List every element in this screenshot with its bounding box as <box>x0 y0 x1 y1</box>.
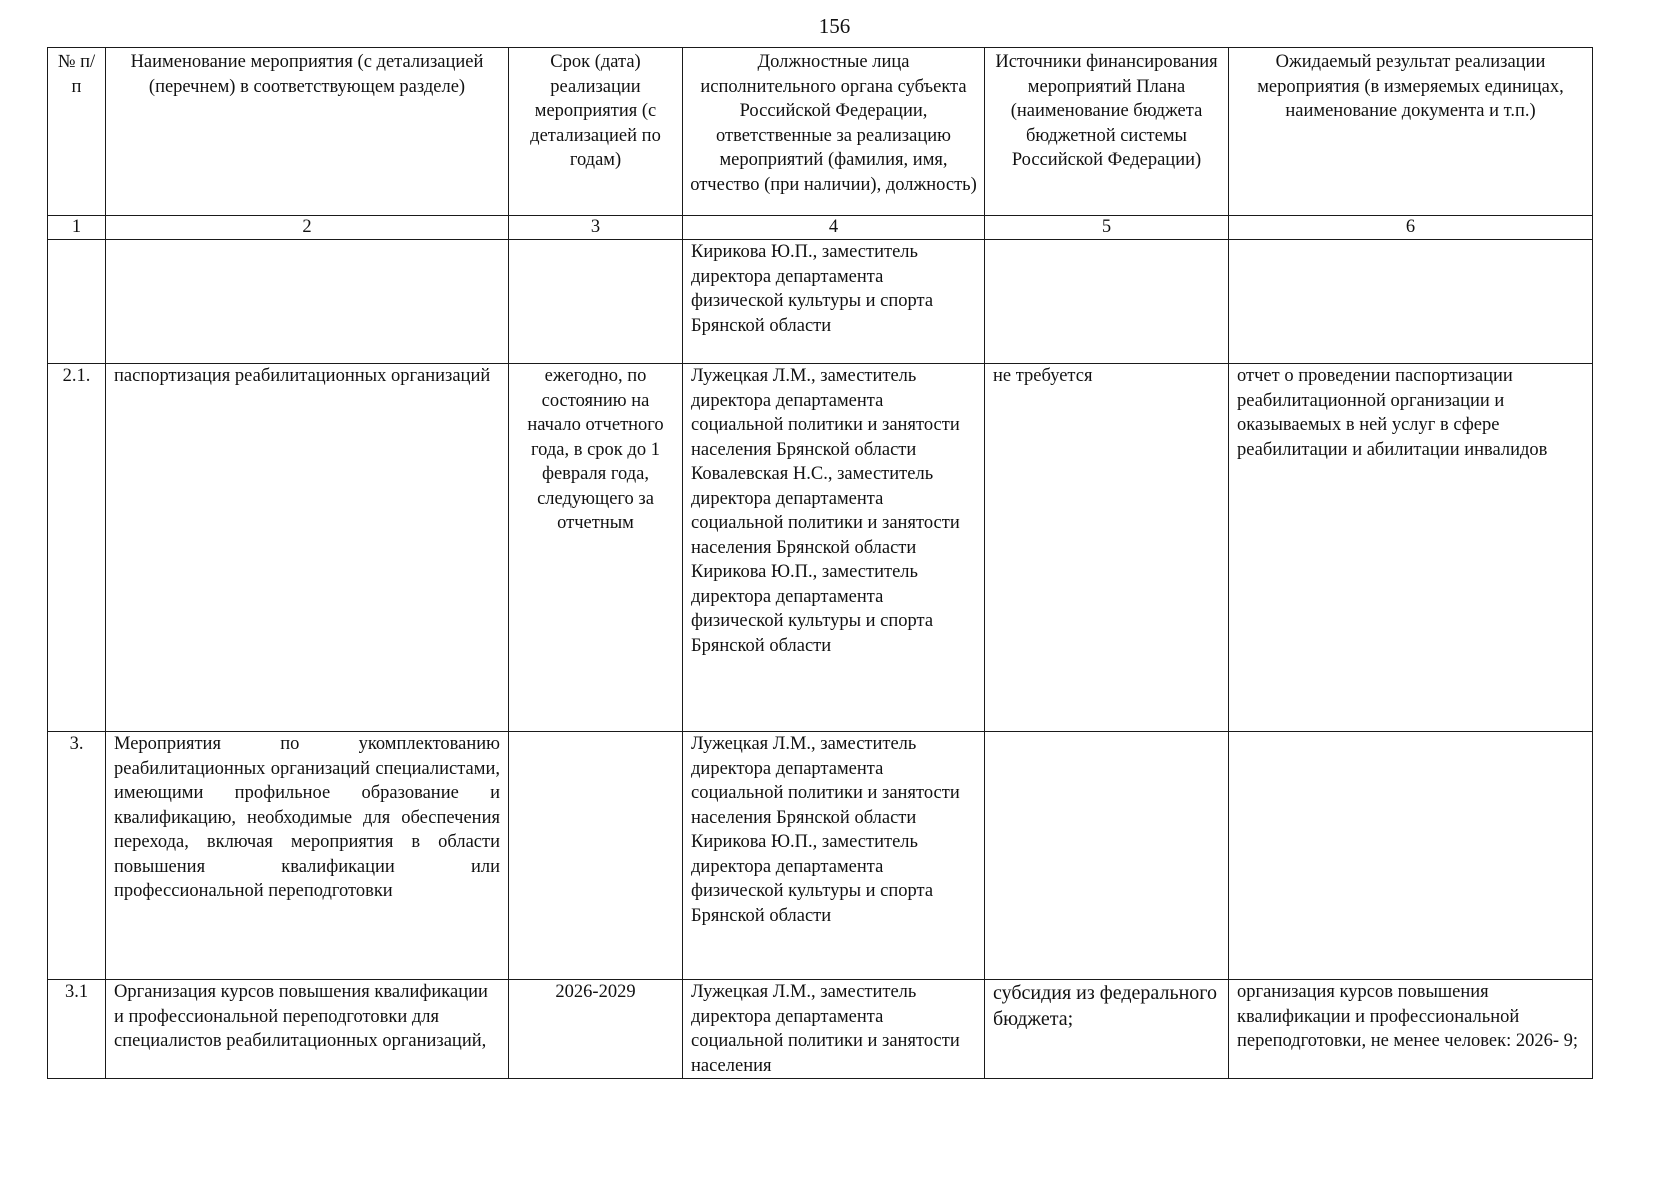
responsible-officials: Лужецкая Л.М., заместитель директора департамента социальной политики и занятости населения Брянской области Ковалевская Н.С., заместитель директора департамента социальной политики и занятости населения Брянской области Кирикова Ю.П., заместитель директора департамента физической культуры и спорта Брянской области <box>683 364 985 732</box>
header-officials: Должностные лица исполнительного органа субъекта Российской Федерации, ответственные за реализацию мероприятий (фамилия, имя, отчество (при наличии), должность) <box>683 48 985 216</box>
event-term <box>509 732 683 980</box>
column-number: 3 <box>509 216 683 240</box>
row-number: 3.1 <box>48 980 106 1079</box>
table-row <box>48 732 1593 980</box>
table-row <box>48 980 1593 1079</box>
header-row <box>48 48 1593 216</box>
column-number: 2 <box>106 216 509 240</box>
header-term: Срок (дата) реализации мероприятия (с детализацией по годам) <box>509 48 683 216</box>
event-name: Организация курсов повышения квалификации и профессиональной переподготовки для специалистов реабилитационных организаций, <box>106 980 509 1079</box>
responsible-officials: Лужецкая Л.М., заместитель директора департамента социальной политики и занятости населения Брянской области Кирикова Ю.П., заместитель директора департамента физической культуры и спорта Брянской области <box>683 732 985 980</box>
header-number: № п/п <box>48 48 106 216</box>
event-name: паспортизация реабилитационных организаций <box>106 364 509 732</box>
event-term <box>509 240 683 364</box>
row-number: 2.1. <box>48 364 106 732</box>
column-numbers-row <box>48 216 1593 240</box>
header-financing: Источники финансирования мероприятий Плана (наименование бюджета бюджетной системы Российской Федерации) <box>985 48 1229 216</box>
table-row <box>48 240 1593 364</box>
plan-table <box>47 47 1593 1079</box>
event-term: ежегодно, по состоянию на начало отчетного года, в срок до 1 февраля года, следующего за отчетным <box>509 364 683 732</box>
responsible-officials: Лужецкая Л.М., заместитель директора департамента социальной политики и занятости населения <box>683 980 985 1079</box>
expected-result: организация курсов повышения квалификации и профессиональной переподготовки, не менее человек: 2026- 9; <box>1229 980 1593 1079</box>
responsible-officials: Кирикова Ю.П., заместитель директора департамента физической культуры и спорта Брянской области <box>683 240 985 364</box>
event-name <box>106 240 509 364</box>
event-name: Мероприятия по укомплектованию реабилитационных организаций специалистами, имеющими профильное образование и квалификацию, необходимые для обеспечения перехода, включая мероприятия в области повышения квалификации или профессиональной переподготовки <box>106 732 509 980</box>
column-number: 1 <box>48 216 106 240</box>
column-number: 6 <box>1229 216 1593 240</box>
column-number: 5 <box>985 216 1229 240</box>
expected-result <box>1229 732 1593 980</box>
financing-source: субсидия из федерального бюджета; <box>985 980 1229 1079</box>
table-row <box>48 364 1593 732</box>
financing-source: не требуется <box>985 364 1229 732</box>
header-event-name: Наименование мероприятия (с детализацией (перечнем) в соответствующем разделе) <box>106 48 509 216</box>
expected-result <box>1229 240 1593 364</box>
financing-source <box>985 240 1229 364</box>
row-number <box>48 240 106 364</box>
financing-source <box>985 732 1229 980</box>
column-number: 4 <box>683 216 985 240</box>
event-term: 2026-2029 <box>509 980 683 1079</box>
page-number: 156 <box>818 14 851 38</box>
row-number: 3. <box>48 732 106 980</box>
expected-result: отчет о проведении паспортизации реабилитационной организации и оказываемых в ней услуг в сфере реабилитации и абилитации инвалидов <box>1229 364 1593 732</box>
header-result: Ожидаемый результат реализации мероприятия (в измеряемых единицах, наименование документа и т.п.) <box>1229 48 1593 216</box>
